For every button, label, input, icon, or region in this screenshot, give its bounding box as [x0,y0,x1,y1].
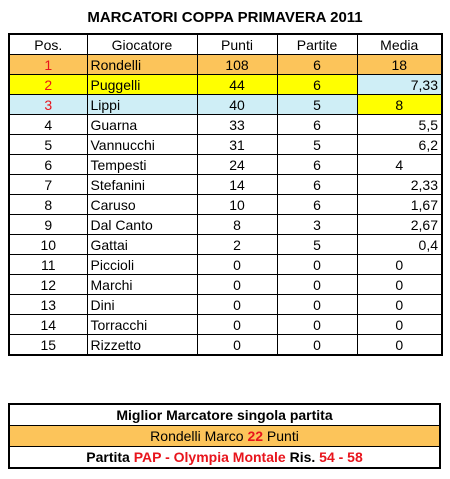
cell-pos: 6 [9,155,87,175]
cell-pos: 9 [9,215,87,235]
cell-media: 0 [357,295,442,315]
cell-giocatore: Caruso [87,195,197,215]
match-result: 54 - 58 [319,449,363,465]
header-giocatore: Giocatore [87,34,197,55]
table-row [9,115,442,135]
cell-partite: 6 [277,55,357,75]
cell-partite: 5 [277,235,357,255]
cell-punti: 108 [197,55,277,75]
header-punti: Punti [197,34,277,55]
match-teams: PAP - Olympia Montale [133,449,286,465]
cell-media: 0 [357,275,442,295]
cell-giocatore: Puggelli [87,75,197,95]
cell-media: 2,33 [357,175,442,195]
table-row [9,55,442,75]
cell-partite: 0 [277,275,357,295]
cell-media: 5,5 [357,115,442,135]
best-game-heading: Miglior Marcatore singola partita [116,407,333,423]
cell-giocatore: Guarna [87,115,197,135]
table-row [9,175,442,195]
cell-media: 4 [357,155,442,175]
cell-media: 0 [357,255,442,275]
table-row [9,255,442,275]
table-row [9,335,442,356]
cell-punti: 31 [197,135,277,155]
cell-partite: 0 [277,295,357,315]
cell-media: 8 [357,95,442,115]
table-row [9,295,442,315]
cell-media: 18 [357,55,442,75]
result-label: Ris. [289,449,316,465]
cell-partite: 6 [277,175,357,195]
cell-media: 6,2 [357,135,442,155]
cell-media: 0 [357,315,442,335]
cell-giocatore: Vannucchi [87,135,197,155]
cell-giocatore: Tempesti [87,155,197,175]
best-game-box [8,403,441,469]
cell-giocatore: Rondelli [87,55,197,75]
cell-media: 7,33 [357,75,442,95]
table-row [9,135,442,155]
header-partite: Partite [277,34,357,55]
best-game-match [10,446,439,467]
cell-partite: 5 [277,95,357,115]
cell-media: 2,67 [357,215,442,235]
best-game-points: 22 [247,428,264,444]
cell-media: 0,4 [357,235,442,255]
cell-partite: 0 [277,255,357,275]
table-row [9,155,442,175]
cell-giocatore: Piccioli [87,255,197,275]
cell-giocatore: Torracchi [87,315,197,335]
cell-giocatore: Dal Canto [87,215,197,235]
cell-partite: 6 [277,195,357,215]
cell-pos: 2 [9,75,87,95]
cell-pos: 8 [9,195,87,215]
cell-partite: 0 [277,315,357,335]
table-row [9,235,442,255]
cell-punti: 14 [197,175,277,195]
cell-punti: 0 [197,295,277,315]
cell-punti: 40 [197,95,277,115]
cell-pos: 1 [9,55,87,75]
cell-pos: 4 [9,115,87,135]
match-label: Partita [86,449,130,465]
best-game-points-word: Punti [266,428,299,444]
cell-partite: 3 [277,215,357,235]
cell-punti: 2 [197,235,277,255]
table-row [9,215,442,235]
cell-pos: 12 [9,275,87,295]
cell-pos: 10 [9,235,87,255]
table-body [9,55,442,356]
cell-giocatore: Lippi [87,95,197,115]
table-row [9,95,442,115]
table-row [9,315,442,335]
table-row [9,75,442,95]
cell-partite: 0 [277,335,357,356]
cell-punti: 0 [197,255,277,275]
cell-punti: 0 [197,275,277,295]
cell-pos: 7 [9,175,87,195]
cell-pos: 5 [9,135,87,155]
cell-media: 1,67 [357,195,442,215]
cell-punti: 24 [197,155,277,175]
cell-punti: 0 [197,315,277,335]
cell-pos: 14 [9,315,87,335]
cell-punti: 33 [197,115,277,135]
cell-partite: 6 [277,155,357,175]
cell-pos: 11 [9,255,87,275]
cell-giocatore: Marchi [87,275,197,295]
scorers-table [8,33,443,356]
cell-punti: 0 [197,335,277,356]
cell-giocatore: Stefanini [87,175,197,195]
cell-pos: 15 [9,335,87,356]
cell-punti: 8 [197,215,277,235]
header-pos: Pos. [9,34,87,55]
cell-media: 0 [357,335,442,356]
cell-giocatore: Rizzetto [87,335,197,356]
best-game-player: Rondelli Marco [150,428,244,444]
table-header-row [9,34,442,55]
cell-partite: 6 [277,115,357,135]
best-game-scorer [10,425,439,446]
cell-giocatore: Gattai [87,235,197,255]
cell-punti: 44 [197,75,277,95]
cell-partite: 5 [277,135,357,155]
table-row [9,275,442,295]
cell-pos: 13 [9,295,87,315]
header-media: Media [357,34,442,55]
cell-partite: 6 [277,75,357,95]
table-row [9,195,442,215]
cell-punti: 10 [197,195,277,215]
page-title: MARCATORI COPPA PRIMAVERA 2011 [87,9,363,26]
cell-pos: 3 [9,95,87,115]
cell-giocatore: Dini [87,295,197,315]
